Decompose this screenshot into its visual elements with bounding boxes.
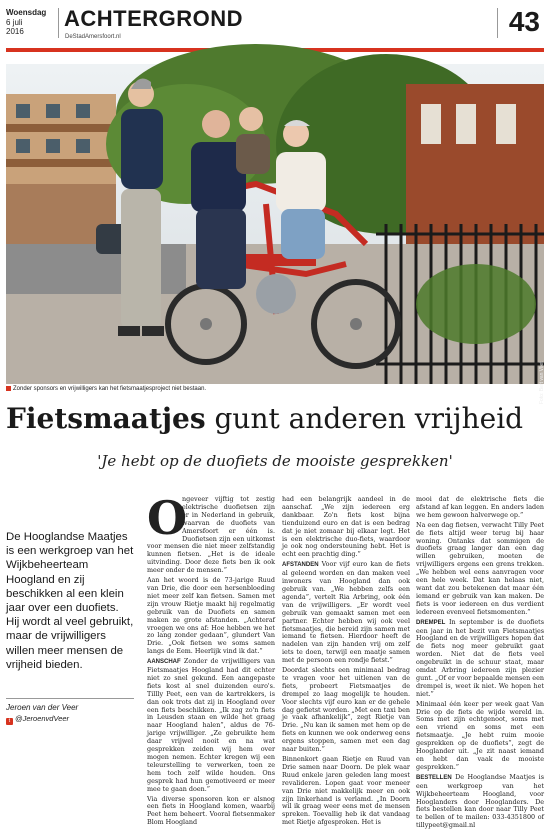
body-paragraph: Doordat slechts een minimaal bedrag te vragen voor het uitlenen van de fiets, probeert Fietsmaatjes de drempel zo laag mogelijk te houden. Voor slechts vijf euro kan er de gehele dag gefietst worden. „Met een taxi ben je vaak afhankelijk”, zegt Rietje van Drie. „Nu kan ik samen met hem op de fiets en kunnen we ook onderweg eens ergens stoppen, samen met een dag naar buiten.”	[282, 666, 410, 754]
photo-caption	[6, 386, 206, 392]
person-standing-left	[118, 78, 164, 336]
paragraph-lead: AFSTANDEN	[282, 562, 319, 569]
section-title: ACHTERGROND	[64, 6, 244, 31]
twitter-icon: t	[6, 718, 13, 725]
body-text: Voor vijf euro kan de fiets al geleend worden en dan maken veel inwoners van Hoogland dan ook gebruik van. „We hebben zelfs een agenda”, vertelt Ria Arbring, ook één van de vrijwilligers. „Er wordt veel gebruik van gemaakt samen met een partner. Echter hebben wij ook veel fietsmaatjes, die bereid zijn samen met iemand te fietsen. Hierdoor heeft de nadelen van zijn handen vrij om zelf iets te doen, terwijl een maatje samen met de persoon een rondje fietst.”	[282, 560, 410, 665]
issue-date	[6, 8, 64, 37]
body-paragraph	[416, 774, 544, 830]
article-column-3	[416, 495, 544, 830]
headline-rest: gunt anderen vrijheid	[205, 402, 524, 435]
body-paragraph: ngeveer vijftig tot zestig elektrische duofietsen zijn er in Nederland in gebruik, waarvan de duofiets van Amersfoort er één is. Duofietsen zijn een uitkomst voor mensen die niet meer zelfstandig kunnen fietsen. „Het is de ideale uitvinding. Door deze fiets ben ik ook meer onder de mensen.”	[147, 495, 275, 575]
issue-day-month: 6 juli	[6, 17, 23, 27]
body-paragraph: Aan het woord is de 73-jarige Ruud van Drie, die door een hersenbloeding niet meer zelf kan fietsen. Samen met zijn vrouw Rietje maakt hij regelmatig gebruik van de Duofiets en samen maken ze grote afstanden. „Achteraf vroegen we ons af: Hoe hebben we het zo lang zonder gedaan”, glundert Van Drie. „Ook fietsen we soms samen langs de Eem. Heerlijk vind ik dat.”	[147, 576, 275, 656]
byline	[6, 698, 134, 725]
body-paragraph: Na een dag fietsen, verwacht Tilly Peet de fiets altijd weer terug bij haar woning. Ontanks dat sommigen de duofiets graag langer dan een dag willen gebruiken, moeten de vrijwilligers ergens een grens trekken. „We hebben wel eens aanvragen voor een hele week. Dat kan helaas niet, want dat zou betekenen dat maar één iemand er gebruik van kan maken. De fiets is voor iedereen en dus verdient iedereen evenveel fietsmomenten.”	[416, 520, 544, 616]
photo-caption-text: Zonder sponsors en vrijwilligers kan het fietsmaatjesproject niet bestaan.	[13, 386, 207, 393]
author-twitter[interactable]	[6, 714, 134, 725]
article-intro: De Hooglandse Maatjes is een werkgroep van het Wijkbeheerteam Hoogland en zij beschikken al een klein jaar over een duofiets. Hij wordt al veel gebruikt, maar de vrijwilligers willen meer mensen de vrijheid bieden.	[6, 531, 134, 671]
issue-year: 2016	[6, 27, 24, 36]
body-paragraph: Via diverse sponsoren kon er alsnog een fiets in Hoogland komen, waarbij Peet hem beheert. Vooral fietsenmaker Blom Hoogland	[147, 794, 275, 827]
date-divider	[58, 8, 59, 38]
drop-cap: O	[147, 491, 188, 545]
body-text: In september is de duofiets een jaar in het bezit van Fietsmaatjes Hoogland en de vrijwilligers hopen dat de fiets nog meer gebruikt gaat worden. Niet dat de fiets veel ongebruikt in de schuur staat, maar omdat Arbring iedereen zijn plezier gunt. „Of er voor bepaalde mensen een drempel is, weet ik niet. We hopen het niet.”	[416, 617, 544, 698]
article-headline	[6, 402, 546, 436]
issue-weekday: Woensdag	[6, 8, 47, 17]
paragraph-lead: DREMPEL	[416, 619, 446, 626]
body-paragraph	[282, 561, 410, 665]
photo-illustration	[6, 64, 544, 384]
article-subhead: 'Je hebt op de duofiets de mooiste gesprekken'	[97, 452, 453, 470]
byline-rule	[6, 698, 134, 699]
paragraph-lead: AANSCHAF	[147, 659, 181, 666]
author-name: Jeroen van der Veer	[6, 703, 79, 712]
body-paragraph: had een belangrijk aandeel in de aanschaf. „We zijn iedereen erg dankbaar. Zo'n fiets kost bijna tienduizend euro en dat is een bedrag dat je niet zomaar bij elkaar legt. Het is een elektrische duo-fiets, waardoor je ook nog ondersteuning hebt. Het is echt een prachtig ding.”	[282, 495, 410, 559]
page-header	[6, 6, 544, 44]
page-number-divider	[497, 8, 498, 38]
author-twitter-handle: @JeroenvdVeer	[15, 714, 70, 723]
body-paragraph	[147, 658, 275, 793]
body-paragraph: Binnenkort gaan Rietje en Ruud van Drie samen naar Doorn. De plek waar Ruud enkele jaren geleden lang moest revalideren. Lopen gaat voor meneer van Drie niet makkelijk meer en ook zijn linkerhand is verlamd. „In Doorn wil ik graag weer eens met de mensen spreken. Toevallig heb ik dat vandaag met Rietje afgesproken. Het is	[282, 755, 410, 827]
body-paragraph	[416, 619, 544, 699]
page-number: 43	[508, 6, 540, 37]
article-column-1	[147, 491, 275, 827]
paragraph-lead: BESTELLEN	[416, 774, 452, 781]
article-column-2	[282, 495, 410, 827]
body-text: De Hooglandse Maatjes is een werkgroep van het Wijkbeheerteam Hoogland, voor Hooglanders door Hooglanders. De fiets bestellen kan door naar Tilly Peet te bellen of te mailen: 033-4351800 of tillypeet@gmail.nl	[416, 772, 544, 830]
body-text: Zonder de vrijwilligers van Fietsmaatjes Hoogland had dit echter niet zo snel gekund. Een aangepaste fiets kost al snel duizenden euro's. Tillly Peet, een van de kartrekkers, is dan ook trots dat zij in Hoogland over een fiets beschikken. „Ik zag zo'n fiets in Leusden staan en wilde het graag naar Hoogland halen”, aldus de 76-jarige vrijwilliger. „Ze gebruikte hem daar vrijwel nooit en na wat gesprekken zeiden wij hem over mogen nemen. Echter kregen wij een teleurstelling te verwerken, toen ze hem toch zelf wilde houden. Ons gesprek had hun gemotiveerd er meer mee te gaan doen.”	[147, 657, 275, 793]
headline-bold: Fietsmaatjes	[6, 402, 206, 435]
caption-marker-icon	[6, 386, 11, 391]
body-paragraph: mooi dat de elektrische fiets die afstand af kan leggen. En anders laden we hem gewoon halverwege op.”	[416, 495, 544, 519]
photo-credit: Foto: Bert van Vliet	[539, 361, 545, 404]
body-paragraph: Minimaal één keer per week gaat Van Drie op de fiets de wijde wereld in. Soms met zijn echtgenoot, soms met een vriend en soms met een fietsmaatje. „Je hebt ruim mooie gesprekken op de duofiets”, zegt de Hooglander uit. „Je zit naast iemand en hebt dan vaak de mooiste gesprekken.”	[416, 699, 544, 771]
site-name: DeStadAmersfoort.nl	[65, 34, 121, 40]
